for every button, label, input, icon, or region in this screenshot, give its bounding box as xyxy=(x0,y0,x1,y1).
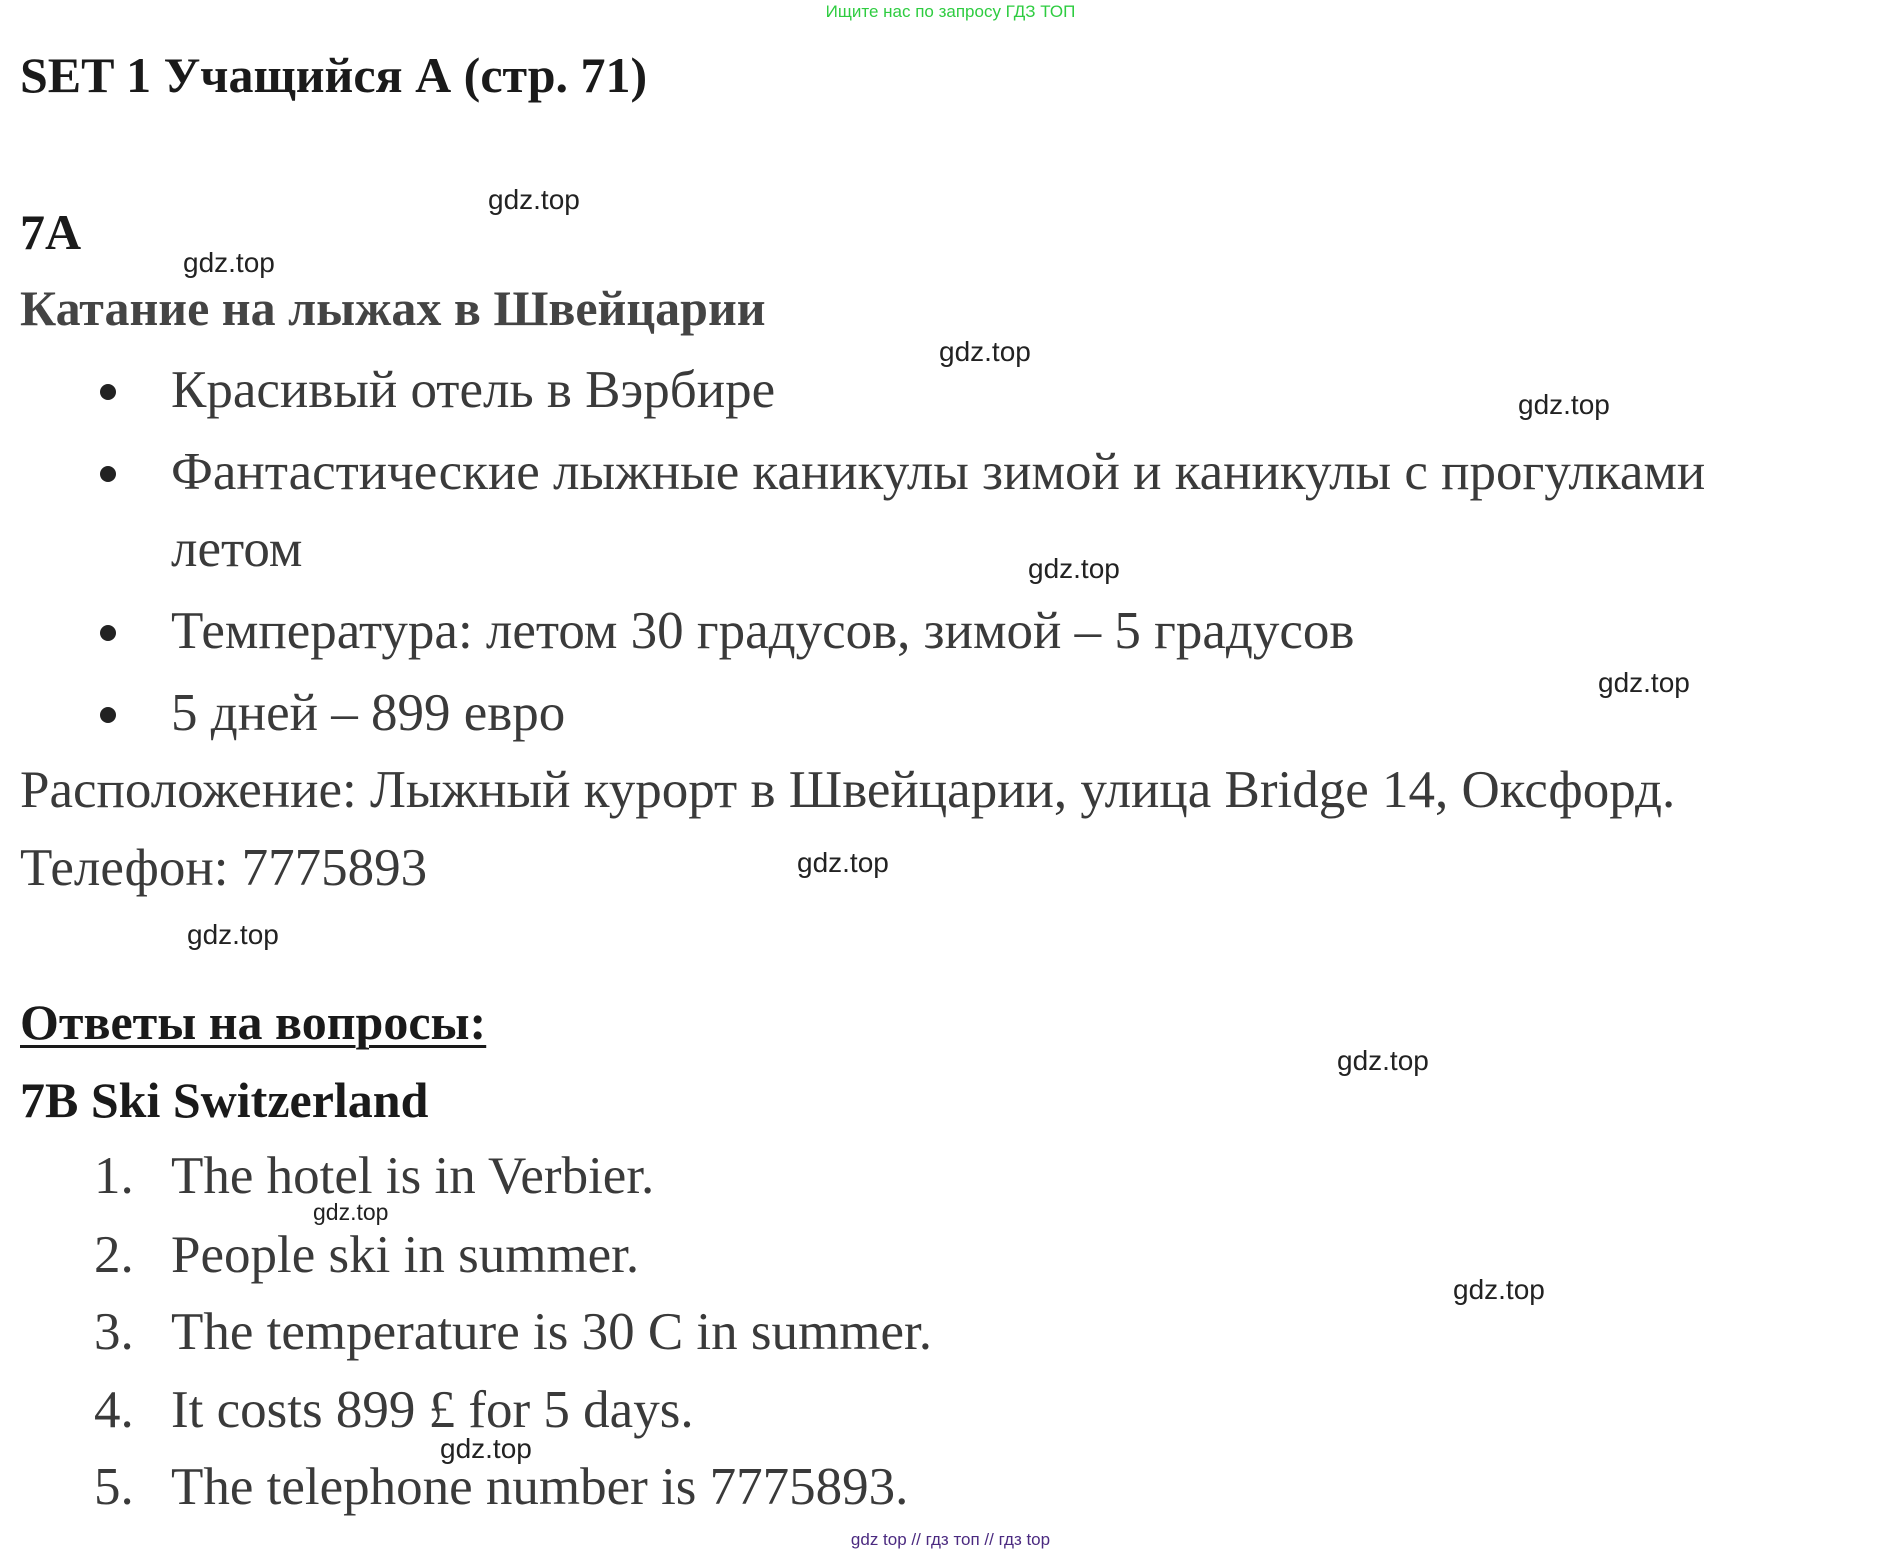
bullet-icon xyxy=(100,466,116,482)
section-heading-7b: 7B Ski Switzerland xyxy=(20,1072,429,1128)
location-text: Расположение: Лыжный курорт в Швейцарии, улица Bridge 14, Оксфорд. xyxy=(20,761,1676,819)
answer-item: The temperature is 30 C in summer. xyxy=(171,1303,932,1361)
bullet-item-continuation: летом xyxy=(171,520,303,578)
answer-number: 3. xyxy=(94,1303,134,1361)
section-heading-7a: Катание на лыжах в Швейцарии xyxy=(20,280,766,336)
section-label-7a: 7A xyxy=(20,204,82,260)
watermark: gdz.top xyxy=(1453,1274,1545,1305)
answers-heading xyxy=(20,994,487,1050)
answer-item: The hotel is in Verbier. xyxy=(171,1147,655,1205)
answer-item: People ski in summer. xyxy=(171,1226,640,1284)
bullet-icon xyxy=(100,625,116,641)
answer-number: 4. xyxy=(94,1381,134,1439)
phone-text: Телефон: 7775893 xyxy=(20,839,428,897)
answers-heading-text: Ответы на вопросы: xyxy=(20,994,487,1050)
watermark: gdz.top xyxy=(1028,553,1120,584)
search-banner: Ищите нас по запросу ГДЗ ТОП xyxy=(825,2,1076,21)
watermark: gdz.top xyxy=(488,184,580,215)
watermark: gdz.top xyxy=(313,1199,389,1225)
bullet-item: 5 дней – 899 евро xyxy=(171,684,566,742)
watermark: gdz.top xyxy=(939,336,1031,367)
bullet-icon xyxy=(100,707,116,723)
watermark: gdz.top xyxy=(183,247,275,278)
watermark: gdz.top xyxy=(440,1433,532,1464)
watermark: gdz.top xyxy=(797,847,889,878)
watermark: gdz.top xyxy=(1337,1045,1429,1076)
answer-number: 2. xyxy=(94,1226,134,1284)
bullet-item: Фантастические лыжные каникулы зимой и каникулы с прогулками xyxy=(171,443,1706,501)
watermark: gdz.top xyxy=(1518,389,1610,420)
bullet-icon xyxy=(100,384,116,400)
watermark: gdz.top xyxy=(187,919,279,950)
footer-banner: gdz top // гдз топ // гдз top xyxy=(850,1530,1051,1549)
bullet-item: Красивый отель в Вэрбире xyxy=(171,361,776,419)
watermark: gdz.top xyxy=(1598,667,1690,698)
answer-number: 1. xyxy=(94,1147,134,1205)
page-title: SET 1 Учащийся А (стр. 71) xyxy=(20,47,648,103)
answer-number: 5. xyxy=(94,1458,134,1516)
bullet-item: Температура: летом 30 градусов, зимой – 5 градусов xyxy=(171,602,1355,660)
answer-item: The telephone number is 7775893. xyxy=(171,1458,909,1516)
answer-item: It costs 899 £ for 5 days. xyxy=(171,1381,694,1439)
